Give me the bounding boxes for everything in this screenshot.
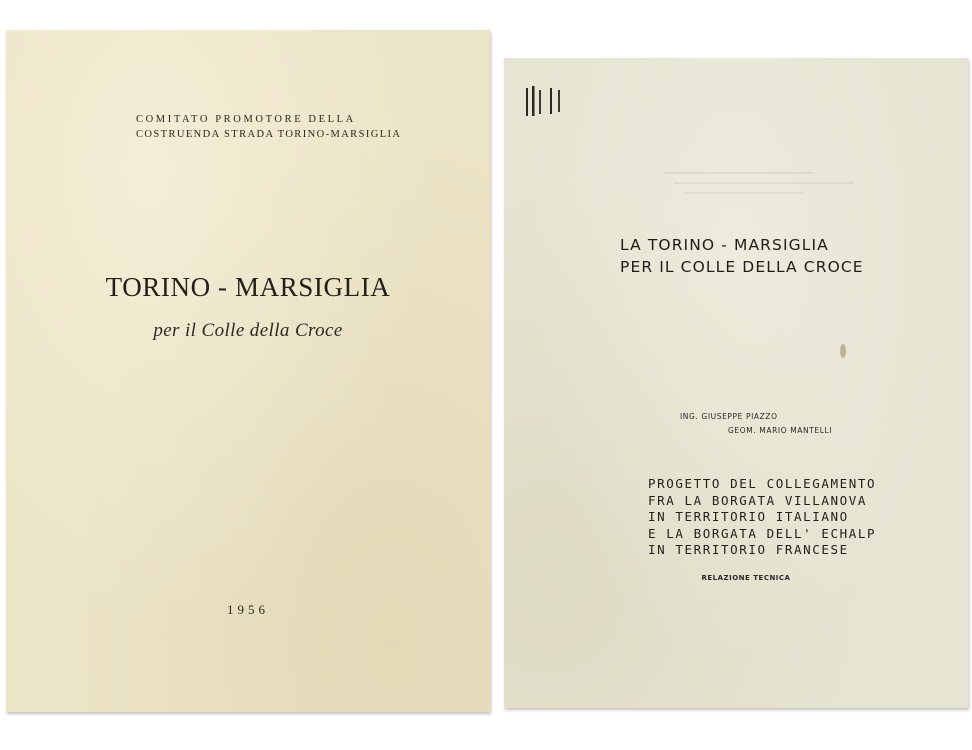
- ink-marks-icon: [524, 84, 564, 118]
- right-title-line-2: PER IL COLLE DELLA CROCE: [620, 258, 864, 276]
- left-committee-heading: [136, 112, 401, 142]
- paper-stain: [840, 344, 846, 358]
- left-booklet-cover: [6, 30, 490, 712]
- right-booklet-cover: [504, 58, 968, 708]
- project-line: E LA BORGATA DELL' ECHALP: [648, 525, 877, 541]
- project-line: IN TERRITORIO FRANCESE: [648, 542, 849, 557]
- project-line: PROGETTO DEL COLLEGAMENTO: [648, 476, 877, 491]
- project-line: FRA LA BORGATA VILLANOVA: [648, 492, 868, 508]
- author-2: GEOM. MARIO MANTELLI: [728, 426, 833, 435]
- project-line: IN TERRITORIO ITALIANO: [648, 509, 849, 524]
- right-booklet-title: [620, 234, 864, 278]
- report-label: RELAZIONE TECNICA: [701, 574, 791, 582]
- left-booklet-year: 1956: [227, 602, 269, 617]
- left-booklet-subtitle: per il Colle della Croce: [153, 320, 343, 341]
- left-booklet-title: TORINO - MARSIGLIA: [105, 272, 391, 302]
- left-committee-line-1: COMITATO PROMOTORE DELLA: [136, 114, 356, 125]
- right-title-line-1: LA TORINO - MARSIGLIA: [620, 236, 829, 254]
- author-1: ING. GIUSEPPE PIAZZO: [680, 412, 778, 421]
- right-project-description: [648, 476, 876, 559]
- left-committee-line-2: COSTRUENDA STRADA TORINO-MARSIGLIA: [136, 129, 402, 140]
- right-booklet-authors: [680, 410, 832, 438]
- bleed-through-texture: [654, 168, 874, 208]
